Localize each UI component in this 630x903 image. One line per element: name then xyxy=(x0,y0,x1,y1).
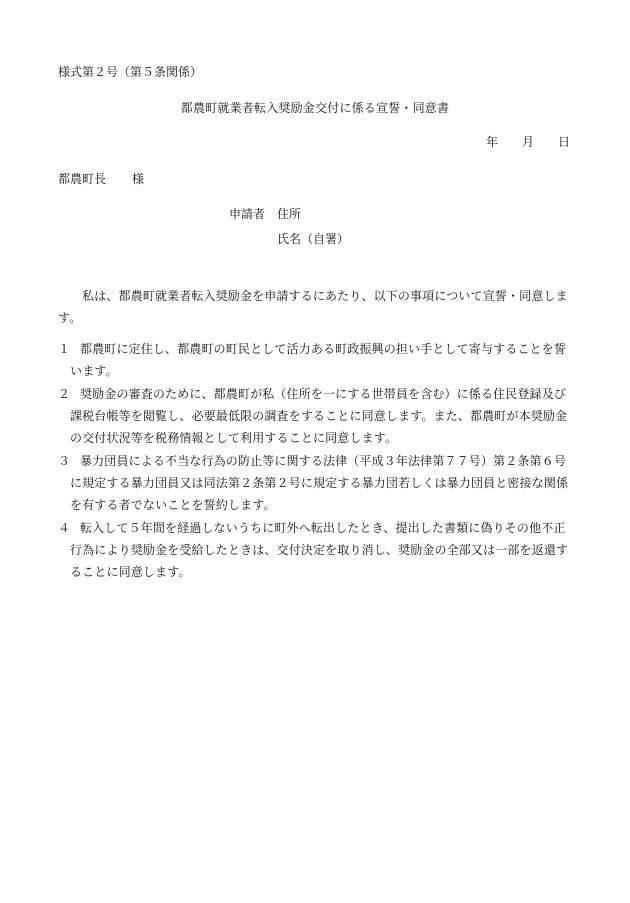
pledge-list xyxy=(58,338,574,584)
pledge-item xyxy=(58,338,574,382)
address-label: 住所 xyxy=(277,207,302,221)
pledge-item xyxy=(58,450,574,516)
pledge-text: 都農町に定住し、都農町の町民として活力ある町政振興の担い手として寄与することを誓います。 xyxy=(70,342,567,378)
document-title: 都農町就業者転入奨励金交付に係る宣誓・同意書 xyxy=(180,101,450,115)
pledge-text: 転入して５年間を経過しないうちに町外へ転出したとき、提出した書類に偽りその他不正行為により奨励金を受給したときは、交付決定を取り消し、奨励金の全部又は一部を返還することに同意します。 xyxy=(70,521,569,579)
pledge-number: ３ xyxy=(58,454,71,468)
addressee-name: 都農町長 xyxy=(58,172,107,186)
pledge-number: ４ xyxy=(58,521,71,535)
applicant-name-line: 氏名（自署） xyxy=(277,232,350,246)
month-label: 月 xyxy=(521,135,534,149)
addressee-honorific: 様 xyxy=(132,172,145,186)
date-line xyxy=(486,133,570,151)
pledge-number: ２ xyxy=(58,387,71,401)
day-label: 日 xyxy=(557,135,570,149)
intro-paragraph: 私は、都農町就業者転入奨励金を申請するにあたり、以下の事項について宣誓・同意します。 xyxy=(58,289,568,325)
addressee xyxy=(58,170,144,188)
pledge-item xyxy=(58,383,574,449)
applicant-address-line xyxy=(229,205,301,223)
form-number: 様式第２号（第５条関係） xyxy=(58,65,203,79)
pledge-number: １ xyxy=(58,342,71,356)
applicant-label: 申請者 xyxy=(229,207,266,221)
pledge-text: 暴力団員による不当な行為の防止等に関する法律（平成３年法律第７７号）第２条第６号に規定する暴力団員又は同法第２条第２号に規定する暴力団若しくは暴力団員と密接な関係を有する者でないことを誓約します。 xyxy=(70,454,569,512)
pledge-item xyxy=(58,517,574,583)
year-label: 年 xyxy=(485,135,498,149)
pledge-text: 奨励金の審査のために、都農町が私（住所を一にする世帯員を含む）に係る住民登録及び課税台帳等を閲覧し、必要最低限の調査をすることに同意します。また、都農町が本奨励金の交付状況等を税務情報として利用することに同意します。 xyxy=(70,387,568,445)
